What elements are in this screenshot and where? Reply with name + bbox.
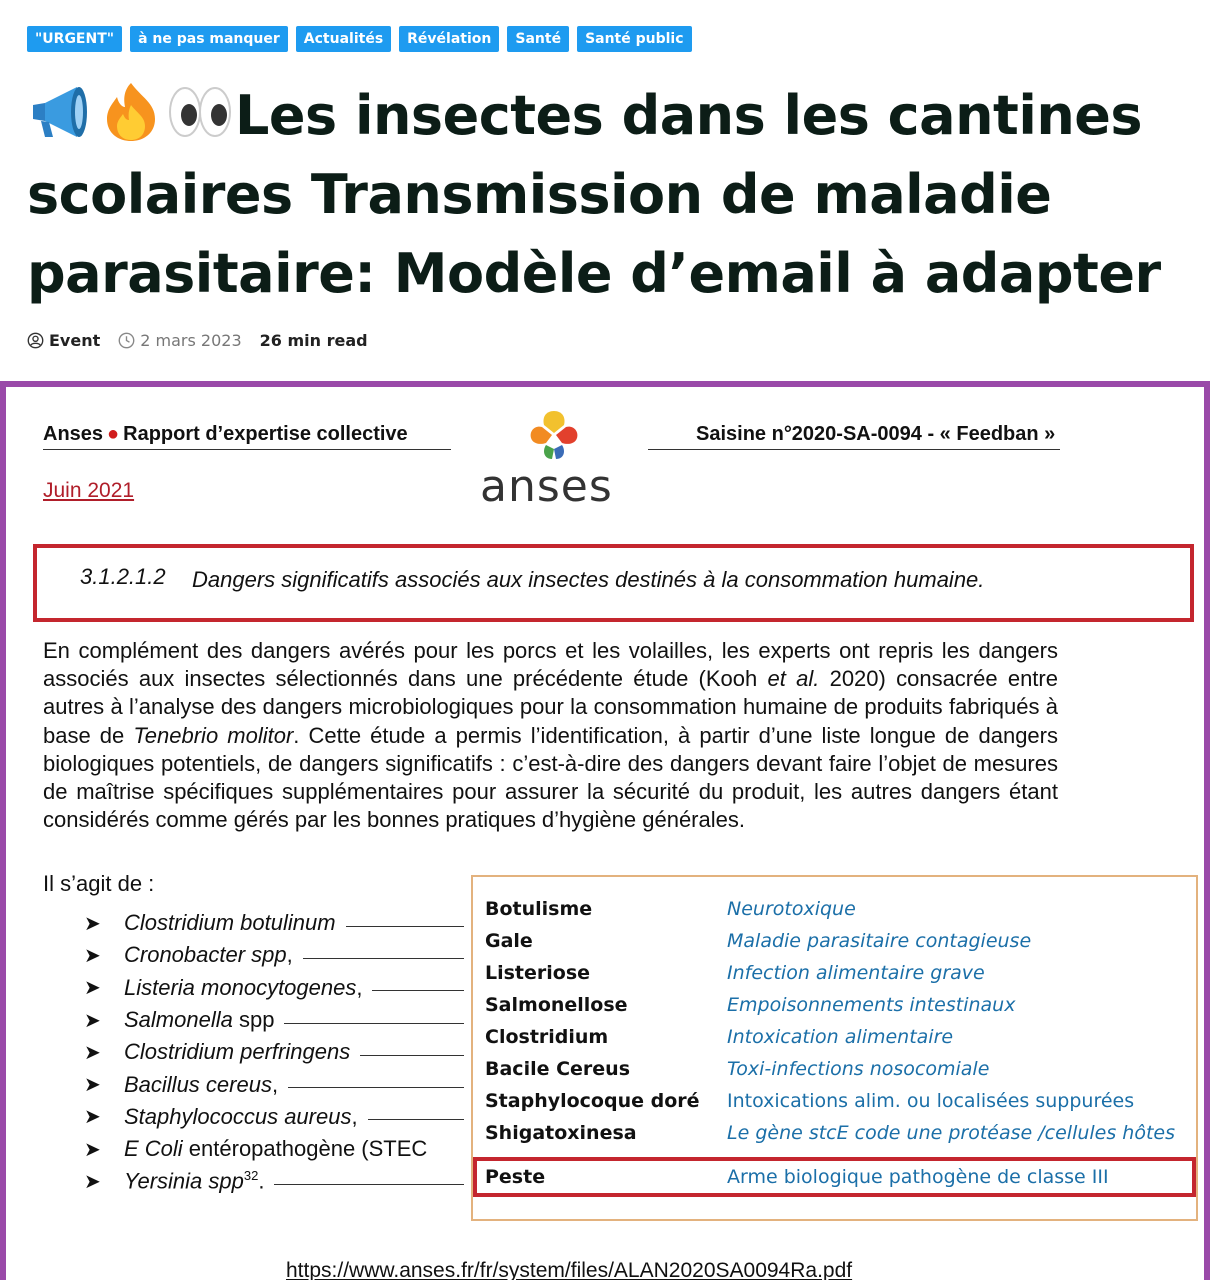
disease-name: Bacile Cereus: [485, 1058, 631, 1080]
paragraph-text-1: En complément des dangers avérés pour les porcs et les volailles, les experts ont repris les dangers associés aux insectes sélectionnés dans une précédente étude (Kooh: [43, 638, 1058, 692]
list-item: [84, 939, 464, 971]
disease-effect: Neurotoxique: [727, 898, 856, 920]
fire-icon: [97, 81, 165, 143]
doc-header-left: [43, 423, 408, 446]
connector-line: [303, 958, 464, 959]
paragraph-italic-1: et al.: [767, 666, 820, 692]
footnote-ref: 32: [243, 1168, 259, 1184]
disease-effect: Arme biologique pathogène de classe III: [727, 1166, 1109, 1188]
list-item: [84, 1165, 464, 1197]
pathogen-list: [84, 907, 464, 1198]
arrow-bullet-icon: ➤: [84, 1106, 101, 1129]
disease-name: Shigatoxinesa: [485, 1122, 637, 1144]
disease-name: Peste: [485, 1166, 546, 1188]
disease-effect: Intoxications alim. ou localisées suppurées: [727, 1090, 1135, 1112]
table-row: [485, 893, 856, 925]
read-time-text: 26 min read: [259, 330, 368, 350]
disease-effect: Empoisonnements intestinaux: [727, 994, 1016, 1016]
author[interactable]: [27, 331, 100, 350]
pathogen-name: Clostridium perfringens: [124, 1039, 351, 1065]
table-row: [485, 1117, 1175, 1149]
disease-name: Staphylocoque doré: [485, 1090, 700, 1112]
doc-report-type: Rapport d’expertise collective: [123, 423, 408, 445]
connector-line: [274, 1184, 464, 1185]
table-row: [485, 925, 1031, 957]
disease-table: [471, 875, 1198, 1221]
document-image: [0, 381, 1210, 1280]
list-item: [84, 1133, 464, 1165]
tag-sante-public[interactable]: Santé public: [577, 26, 691, 52]
arrow-bullet-icon: ➤: [84, 1138, 101, 1161]
list-item: [84, 972, 464, 1004]
arrow-bullet-icon: ➤: [84, 1009, 101, 1032]
table-row-peste: [485, 1161, 1109, 1193]
connector-line: [360, 1055, 464, 1056]
article-title-text: Les insectes dans les cantines scolaires Transmission de maladie parasitaire: Modèle d’email à adapter: [27, 84, 1161, 305]
section-number: 3.1.2.1.2: [80, 564, 166, 589]
disease-name: Salmonellose: [485, 994, 628, 1016]
section-heading-box: [33, 544, 1194, 622]
table-row: [485, 1053, 989, 1085]
publish-date: [118, 331, 241, 350]
disease-effect: Infection alimentaire grave: [727, 962, 985, 984]
author-name[interactable]: Event: [49, 330, 101, 350]
table-row: [485, 957, 985, 989]
eyes-icon: [167, 81, 233, 143]
connector-line: [372, 990, 464, 991]
connector-line: [288, 1087, 464, 1088]
disease-effect: Le gène stcE code une protéase /cellules hôtes: [727, 1122, 1176, 1144]
table-row: [485, 1085, 1134, 1117]
tag-urgent[interactable]: "URGENT": [27, 26, 122, 52]
connector-line: [368, 1119, 464, 1120]
pathogen-name: Staphylococcus aureus,: [124, 1103, 358, 1129]
tag-revelation[interactable]: Révélation: [399, 26, 499, 52]
clock-icon: [118, 332, 135, 349]
list-item: [84, 907, 464, 939]
article-title: [27, 76, 1177, 313]
pathogen-name: Cronobacter spp,: [124, 942, 293, 968]
arrow-bullet-icon: ➤: [84, 944, 101, 967]
arrow-bullet-icon: ➤: [84, 912, 101, 935]
arrow-bullet-icon: ➤: [84, 1171, 101, 1194]
table-row: [485, 989, 1015, 1021]
disease-effect: Toxi-infections nosocomiale: [727, 1058, 990, 1080]
disease-name: Listeriose: [485, 962, 591, 984]
disease-effect: Maladie parasitaire contagieuse: [727, 930, 1032, 952]
header-rule-left: [43, 449, 451, 450]
paragraph-italic-2: Tenebrio molitor: [133, 722, 294, 748]
pathogen-name: Salmonella spp: [124, 1007, 275, 1033]
user-circle-icon: [27, 332, 44, 349]
date-text: 2 mars 2023: [140, 330, 242, 350]
paragraph-text-2: 2020) consacrée entre autres à l’analyse des dangers microbiologiques pour la consommation humaine de produits fabriqués à base de: [43, 666, 1058, 748]
paragraph-text-3: . Cette étude a permis l’identification, à partir d’une liste longue de dangers biologiques potentiels, de dangers significatifs : c’est-à-dire des dangers devant faire l’objet de mesures de maîtrise spécifiques supplémentaires pour assurer la sécurité du produit, les autres dangers étant considérés comme gérés par les bonnes pratiques d’hygiène générales.: [43, 722, 1058, 833]
list-intro: Il s’agit de :: [43, 871, 155, 896]
read-time: [260, 331, 368, 350]
list-item: [84, 1101, 464, 1133]
body-paragraph: [43, 637, 1058, 834]
anses-logo-text: anses: [480, 461, 613, 512]
tag-ne-pas-manquer[interactable]: à ne pas manquer: [130, 26, 288, 52]
pathogen-name: Yersinia spp$^{32}$.: [124, 1168, 265, 1194]
megaphone-icon: [27, 81, 95, 143]
pathogen-name: Clostridium botulinum: [124, 910, 336, 936]
section-title: Dangers significatifs associés aux insectes destinés à la consommation humaine.: [192, 567, 985, 592]
doc-header-right: Saisine n°2020-SA-0094 - « Feedban »: [696, 423, 1056, 445]
list-item: [84, 1068, 464, 1100]
connector-line: [346, 926, 464, 927]
list-item: [84, 1004, 464, 1036]
header-rule-right: [648, 449, 1060, 450]
connector-line: [284, 1023, 464, 1024]
doc-org: Anses: [43, 423, 104, 445]
disease-name: Clostridium: [485, 1026, 609, 1048]
anses-logo-icon: [526, 407, 582, 463]
disease-effect: Intoxication alimentaire: [727, 1026, 954, 1048]
table-row: [485, 1021, 953, 1053]
article-meta: [27, 330, 386, 350]
red-dot-icon: ●: [107, 423, 120, 445]
pathogen-name: Listeria monocytogenes,: [124, 974, 363, 1000]
category-tags: [27, 26, 692, 52]
arrow-bullet-icon: ➤: [84, 1041, 101, 1064]
pathogen-name: Bacillus cereus,: [124, 1071, 279, 1097]
pathogen-name: E Coli entéropathogène (STEC: [124, 1136, 428, 1162]
list-item: [84, 1036, 464, 1068]
disease-name: Botulisme: [485, 898, 593, 920]
doc-date: Juin 2021: [43, 479, 135, 502]
tag-sante[interactable]: Santé: [507, 26, 569, 52]
arrow-bullet-icon: ➤: [84, 1074, 101, 1097]
tag-actualites[interactable]: Actualités: [296, 26, 391, 52]
source-url-link[interactable]: https://www.anses.fr/fr/system/files/ALAN2020SA0094Ra.pdf: [286, 1259, 853, 1280]
disease-name: Gale: [485, 930, 533, 952]
arrow-bullet-icon: ➤: [84, 977, 101, 1000]
